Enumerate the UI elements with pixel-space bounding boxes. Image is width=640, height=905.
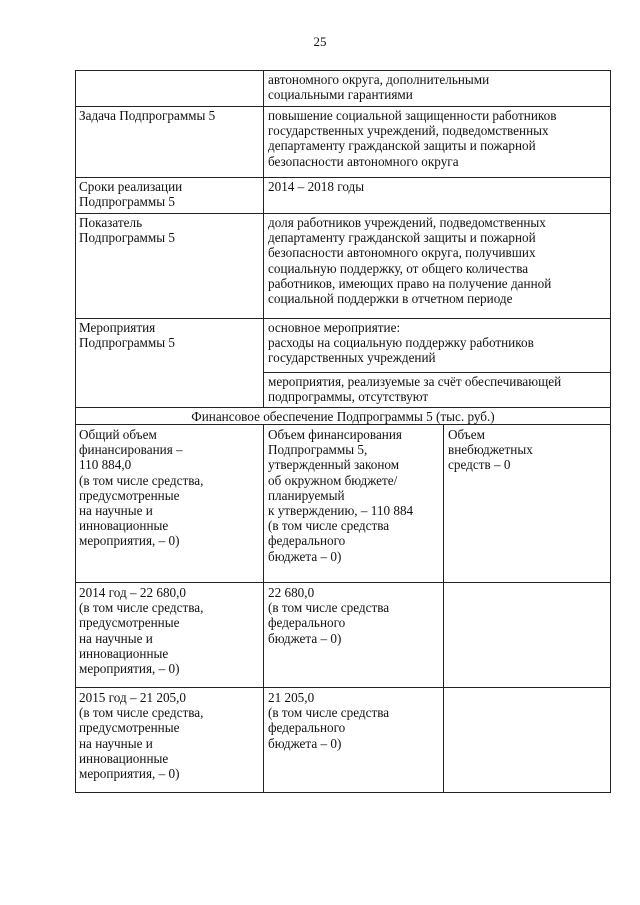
rule-right <box>610 70 611 793</box>
finance-header: Финансовое обеспечение Подпрограммы 5 (тыс. руб.) <box>191 409 495 424</box>
rule-measures-extra <box>264 372 611 373</box>
finance-total-overall: Общий объем финансирования – 110 884,0 (в том числе средства, предусмотренные на научные и инновационные мероприятия, – 0) <box>79 427 204 549</box>
rule-task <box>75 106 611 107</box>
indicator-label: Показатель Подпрограммы 5 <box>79 215 175 246</box>
measures-value-main: основное мероприятие: расходы на социальную поддержку работников государственных учреждений <box>268 320 534 366</box>
task-label: Задача Подпрограммы 5 <box>79 108 216 123</box>
terms-label: Сроки реализации Подпрограммы 5 <box>79 179 183 210</box>
indicator-value: доля работников учреждений, подведомственных департаменту гражданской защиты и пожарной безопасности автономного округа, получивших социальную поддержку, от общего количества работников, имеющих право на получение данной социальной поддержки в отчетном периоде <box>268 215 552 307</box>
finance-2015-budget: 21 205,0 (в том числе средства федерального бюджета – 0) <box>268 690 390 751</box>
rule-year-2014 <box>75 582 611 583</box>
rule-finance-col2 <box>443 424 444 793</box>
rule-label-col <box>263 70 264 408</box>
finance-total-budget: Объем финансирования Подпрограммы 5, утвержденный законом об окружном бюджете/ планируемый к утверждению, – 110 884 (в том числе средства федерального бюджета – 0) <box>268 427 414 564</box>
rule-indicator <box>75 213 611 214</box>
rule-finance-col1 <box>263 424 264 793</box>
rule-terms <box>75 177 611 178</box>
measures-value-extra: мероприятия, реализуемые за счёт обеспечивающей подпрограммы, отсутствуют <box>268 374 562 405</box>
finance-2015-overall: 2015 год – 21 205,0 (в том числе средства, предусмотренные на научные и инновационные мероприятия, – 0) <box>79 690 204 782</box>
page-number: 25 <box>313 34 327 49</box>
rule-year-2015 <box>75 687 611 688</box>
finance-total-extrabudget: Объем внебюджетных средств – 0 <box>448 427 533 473</box>
finance-2014-overall: 2014 год – 22 680,0 (в том числе средства, предусмотренные на научные и инновационные мероприятия, – 0) <box>79 585 204 677</box>
rule-left <box>75 70 76 793</box>
measures-label: Мероприятия Подпрограммы 5 <box>79 320 175 351</box>
task-value: повышение социальной защищенности работников государственных учреждений, подведомственных департаменту гражданской защиты и пожарной безопасности автономного округа <box>268 108 557 169</box>
finance-2014-budget: 22 680,0 (в том числе средства федерального бюджета – 0) <box>268 585 390 646</box>
rule-bottom <box>75 792 611 793</box>
continued-value: автономного округа, дополнительными социальными гарантиями <box>268 72 490 103</box>
terms-value: 2014 – 2018 годы <box>268 179 365 194</box>
rule-measures <box>75 318 611 319</box>
rule-finance-header <box>75 407 611 408</box>
rule-top <box>75 70 611 71</box>
